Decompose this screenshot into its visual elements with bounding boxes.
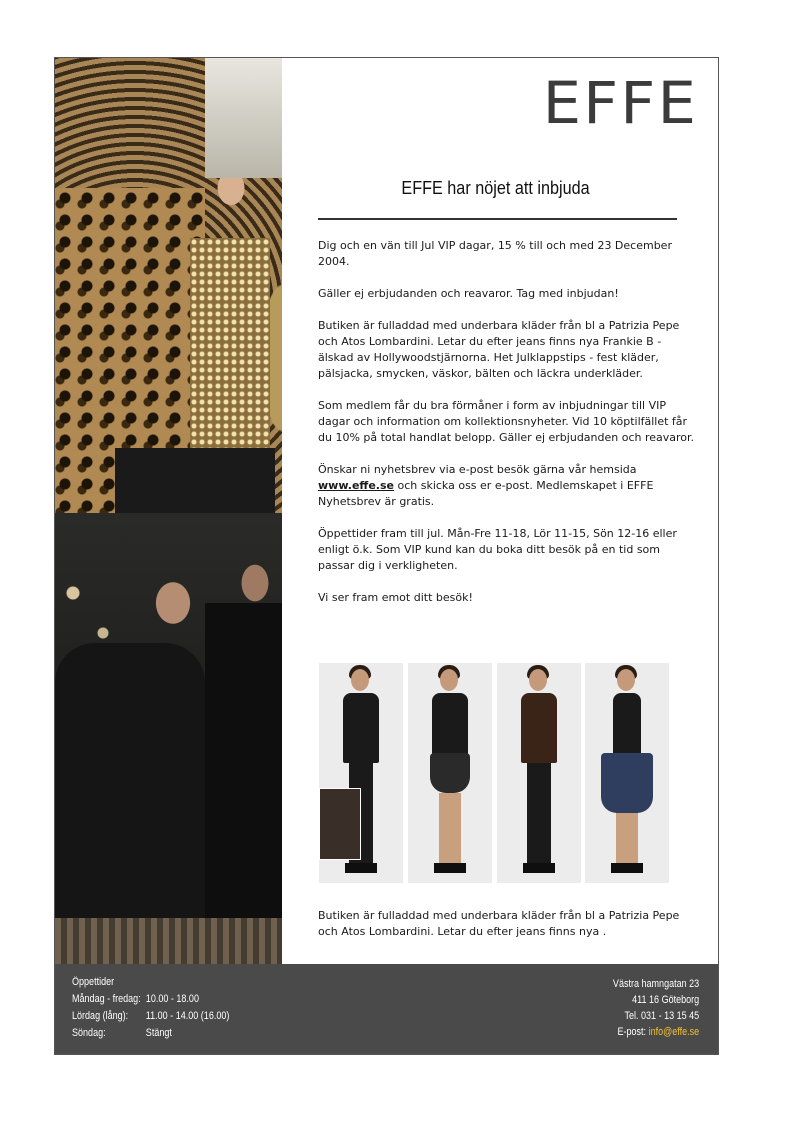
address-street: Västra hamngatan 23 — [612, 978, 699, 990]
paragraph-newsletter: Önskar ni nyhetsbrev via e-post besök gärna vår hemsida www.effe.se och skicka oss er e-post. Medlemskapet i EFFE Nyhetsbrev är gratis. — [318, 463, 654, 508]
fashion-photo-leopard-coat — [55, 58, 282, 513]
look-photo-3 — [497, 663, 581, 883]
look-photo-2 — [408, 663, 492, 883]
invitation-body — [318, 238, 698, 622]
paragraph-bottom: Butiken är fulladdad med underbara kläder från bl a Patrizia Pepe och Atos Lombardini. Letar du efter jeans finns nya . — [318, 909, 680, 938]
look-photo-1 — [319, 663, 403, 883]
hours-row: Söndag: Stängt — [72, 1027, 172, 1039]
invitation-headline: EFFE har nöjet att inbjuda — [401, 178, 590, 198]
website-link[interactable]: www.effe.se — [318, 479, 394, 492]
opening-hours-title: Öppettider — [72, 976, 115, 988]
paragraph-offer: Dig och en vän till Jul VIP dagar, 15 % till och med 23 December 2004. — [318, 239, 672, 268]
paragraph-closing: Vi ser fram emot ditt besök! — [318, 591, 473, 604]
fashion-photo-dark-coats — [55, 513, 282, 964]
paragraph-brands: Butiken är fulladdad med underbara kläder från bl a Patrizia Pepe och Atos Lombardini. Letar du efter jeans finns nya Frankie B - älskad av Hollywoodstjärnorna. Het Julklappstips - fest kläder, pälsjacka, smycken, väskor, bälten och läckra underkläder. — [318, 319, 680, 380]
opening-hours — [72, 974, 229, 1042]
headline-divider — [318, 218, 677, 220]
address-city: 411 16 Göteborg — [631, 994, 699, 1006]
hours-row: Måndag - fredag: 10.00 - 18.00 — [72, 993, 199, 1005]
paragraph-membership: Som medlem får du bra förmåner i form av inbjudningar till VIP dagar och information om kollektionsnyheter. Vid 10 köptilfället får du 10% på total handlat belopp. Gäller ej erbjudanden och reavaror. — [318, 399, 695, 444]
store-address — [613, 976, 699, 1040]
address-phone: Tel. 031 - 13 15 45 — [624, 1010, 699, 1022]
look-photo-4 — [585, 663, 669, 883]
hours-row: Lördag (lång): 11.00 - 14.00 (16.00) — [72, 1010, 230, 1022]
address-email: E-post: info@effe.se — [617, 1026, 699, 1038]
footer — [55, 964, 718, 1054]
email-link[interactable]: info@effe.se — [648, 1026, 699, 1038]
effe-logo: EFFE — [542, 69, 699, 137]
paragraph-opening-hours: Öppettider fram till jul. Mån-Fre 11-18, Lör 11-15, Sön 12-16 eller enligt ö.k. Som VIP kund kan du boka ditt besök på en tid som passar dig i verkligheten. — [318, 527, 677, 572]
paragraph-conditions: Gäller ej erbjudanden och reavaror. Tag med inbjudan! — [318, 287, 619, 300]
